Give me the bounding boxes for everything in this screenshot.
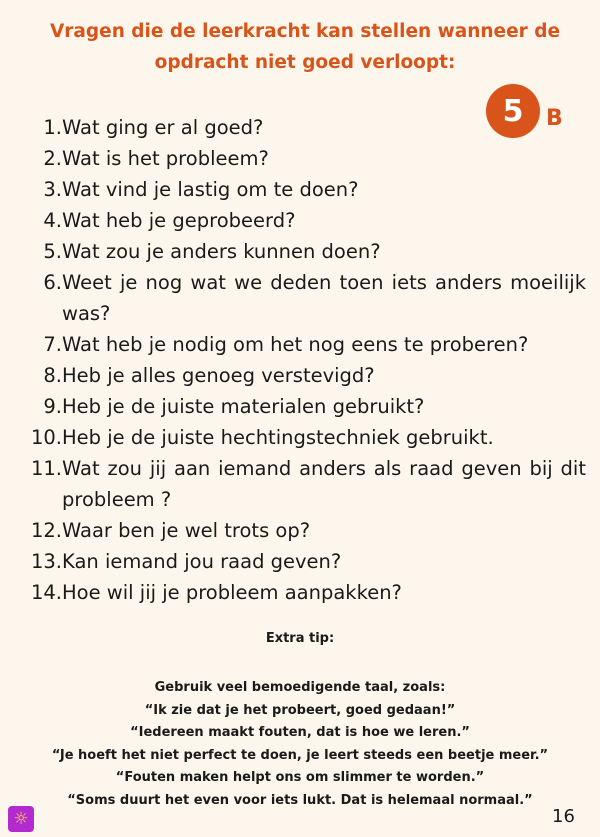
list-item <box>26 112 586 143</box>
page-title <box>20 16 590 78</box>
badge-number: 5 <box>486 84 540 138</box>
list-item <box>26 143 586 174</box>
tip-quote: “Iedereen maakt fouten, dat is hoe we leren.” <box>130 725 470 740</box>
extra-tip-heading: Extra tip: <box>265 631 335 646</box>
item-text: Wat ging er al goed? <box>62 116 264 139</box>
tip-quote: “Fouten maken helpt ons om slimmer te worden.” <box>115 770 485 785</box>
item-number: 12. <box>30 519 62 542</box>
tip-quote: “Soms duurt het even voor iets lukt. Dat is helemaal normaal.” <box>67 792 533 808</box>
item-text: Wat heb je geprobeerd? <box>62 209 296 232</box>
item-number: 13. <box>30 550 62 573</box>
item-text: Kan iemand jou raad geven? <box>62 550 342 573</box>
item-text: Wat is het probleem? <box>62 147 269 170</box>
item-number: 1. <box>43 116 62 139</box>
list-item <box>26 329 586 360</box>
tip-quote: “Ik zie dat je het probeert, goed gedaan!” <box>144 702 456 718</box>
list-item <box>26 267 586 329</box>
sun-icon: ☼ <box>8 806 34 832</box>
item-text: Heb je alles genoeg verstevigd? <box>62 364 375 387</box>
item-number: 8. <box>43 364 62 387</box>
list-item <box>26 205 586 236</box>
item-text: Wat zou jij aan iemand anders als raad geven bij dit probleem ? <box>62 457 586 511</box>
item-text: Heb je de juiste materialen gebruikt? <box>62 395 425 418</box>
item-number: 9. <box>43 395 62 418</box>
list-item <box>26 546 586 577</box>
list-item <box>26 577 586 608</box>
item-number: 6. <box>43 271 62 294</box>
list-item <box>26 236 586 267</box>
item-text: Wat zou je anders kunnen doen? <box>62 240 381 263</box>
item-text: Weet je nog wat we deden toen iets anders moeilijk was? <box>62 271 586 325</box>
item-number: 5. <box>43 240 62 263</box>
item-number: 2. <box>43 147 62 170</box>
extra-tip-block <box>20 677 580 812</box>
page-number: 16 <box>552 806 575 827</box>
list-item <box>26 391 586 422</box>
title-line-2: opdracht niet goed verloopt: <box>154 52 456 73</box>
item-number: 10. <box>30 426 62 449</box>
question-list <box>26 112 586 608</box>
item-number: 14. <box>30 581 62 604</box>
item-number: 4. <box>43 209 62 232</box>
tip-intro: Gebruik veel bemoedigende taal, zoals: <box>154 680 446 695</box>
item-text: Hoe wil jij je probleem aanpakken? <box>62 581 402 604</box>
item-number: 3. <box>43 178 62 201</box>
list-item <box>26 453 586 515</box>
item-number: 11. <box>30 457 62 480</box>
item-text: Wat heb je nodig om het nog eens te proberen? <box>62 333 529 356</box>
tip-quote: “Je hoeft het niet perfect te doen, je leert steeds een beetje meer.” <box>51 747 549 763</box>
list-item <box>26 422 586 453</box>
badge-letter: B <box>546 105 563 131</box>
item-number: 7. <box>43 333 62 356</box>
list-item <box>26 174 586 205</box>
item-text: Waar ben je wel trots op? <box>62 519 311 542</box>
list-item <box>26 515 586 546</box>
item-text: Heb je de juiste hechtingstechniek gebruikt. <box>62 426 494 449</box>
title-line-1: Vragen die de leerkracht kan stellen wanneer de <box>49 21 561 42</box>
item-text: Wat vind je lastig om te doen? <box>62 178 359 201</box>
list-item <box>26 360 586 391</box>
